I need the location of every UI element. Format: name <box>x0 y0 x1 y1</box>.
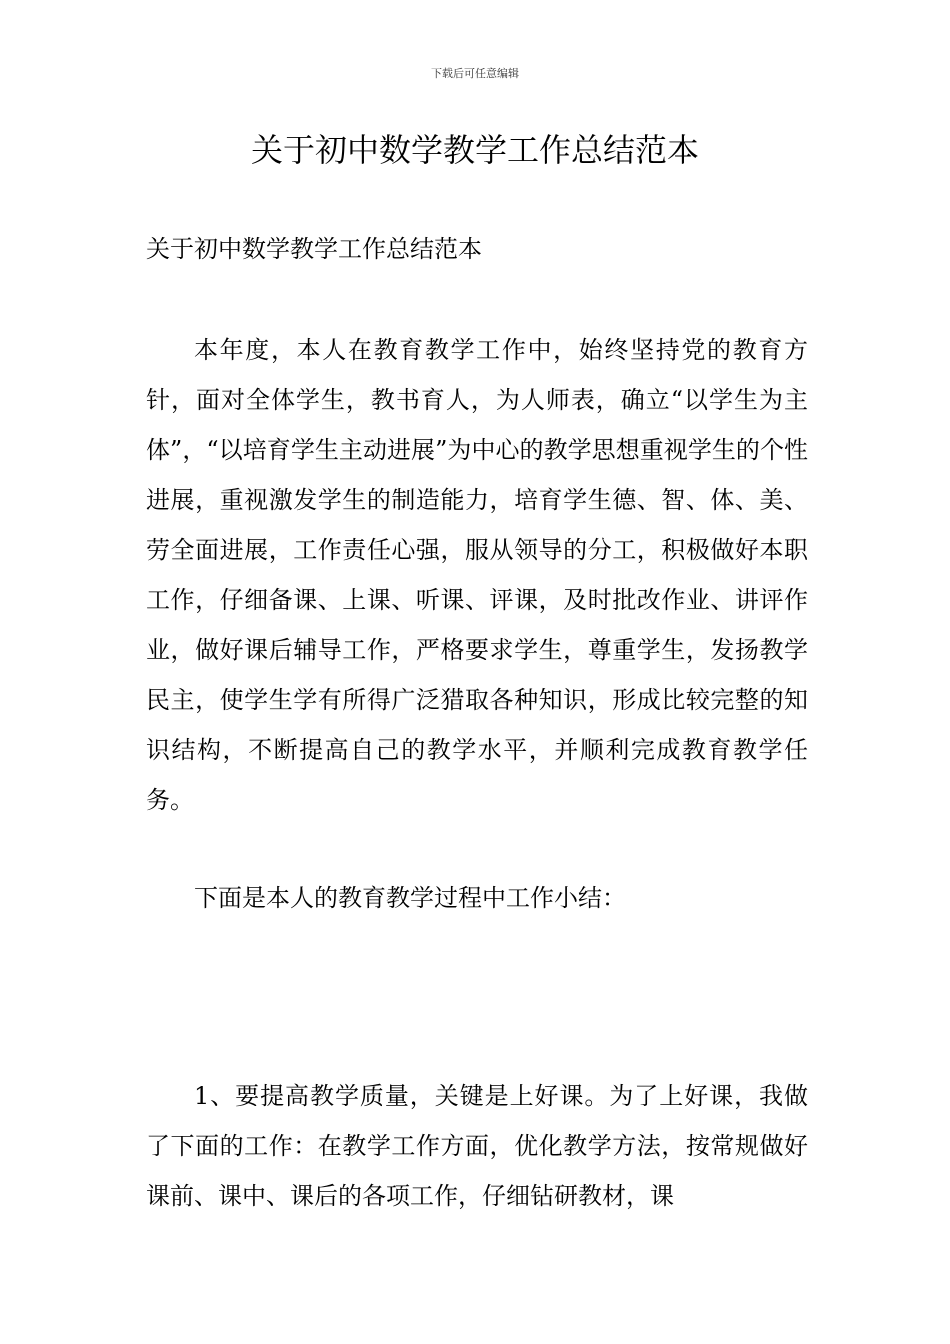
paragraph-summary-lead: 下面是本人的教育教学过程中工作小结： <box>194 884 626 912</box>
paragraph-intro: 本年度，本人在教育教学工作中，始终坚持党的教育方针，面对全体学生，教书育人，为人师表，确立“以学生为主体”，“以培育学生主动进展”为中心的教学思想重视学生的个性进展，重视激发学生的制造能力，培育学生德、智、体、美、劳全面进展，工作责任心强，服从领导的分工，积极做好本职工作，仔细备课、上课、听课、评课，及时批改作业、讲评作业，做好课后辅导工作，严格要求学生，尊重学生，发扬教学民主，使学生学有所得广泛猎取各种知识，形成比较完整的知识结构，不断提高自己的教学水平，并顺利完成教育教学任务。 <box>146 336 808 814</box>
document-subtitle: 关于初中数学教学工作总结范本 <box>146 235 482 263</box>
header-note: 下载后可任意编辑 <box>431 67 519 80</box>
paragraph-point-1: 1、要提高教学质量，关键是上好课。为了上好课，我做了下面的工作：在教学工作方面，优化教学方法，按常规做好课前、课中、课后的各项工作，仔细钻研教材，课 <box>146 1082 808 1210</box>
document-title: 关于初中数学教学工作总结范本 <box>250 131 699 169</box>
